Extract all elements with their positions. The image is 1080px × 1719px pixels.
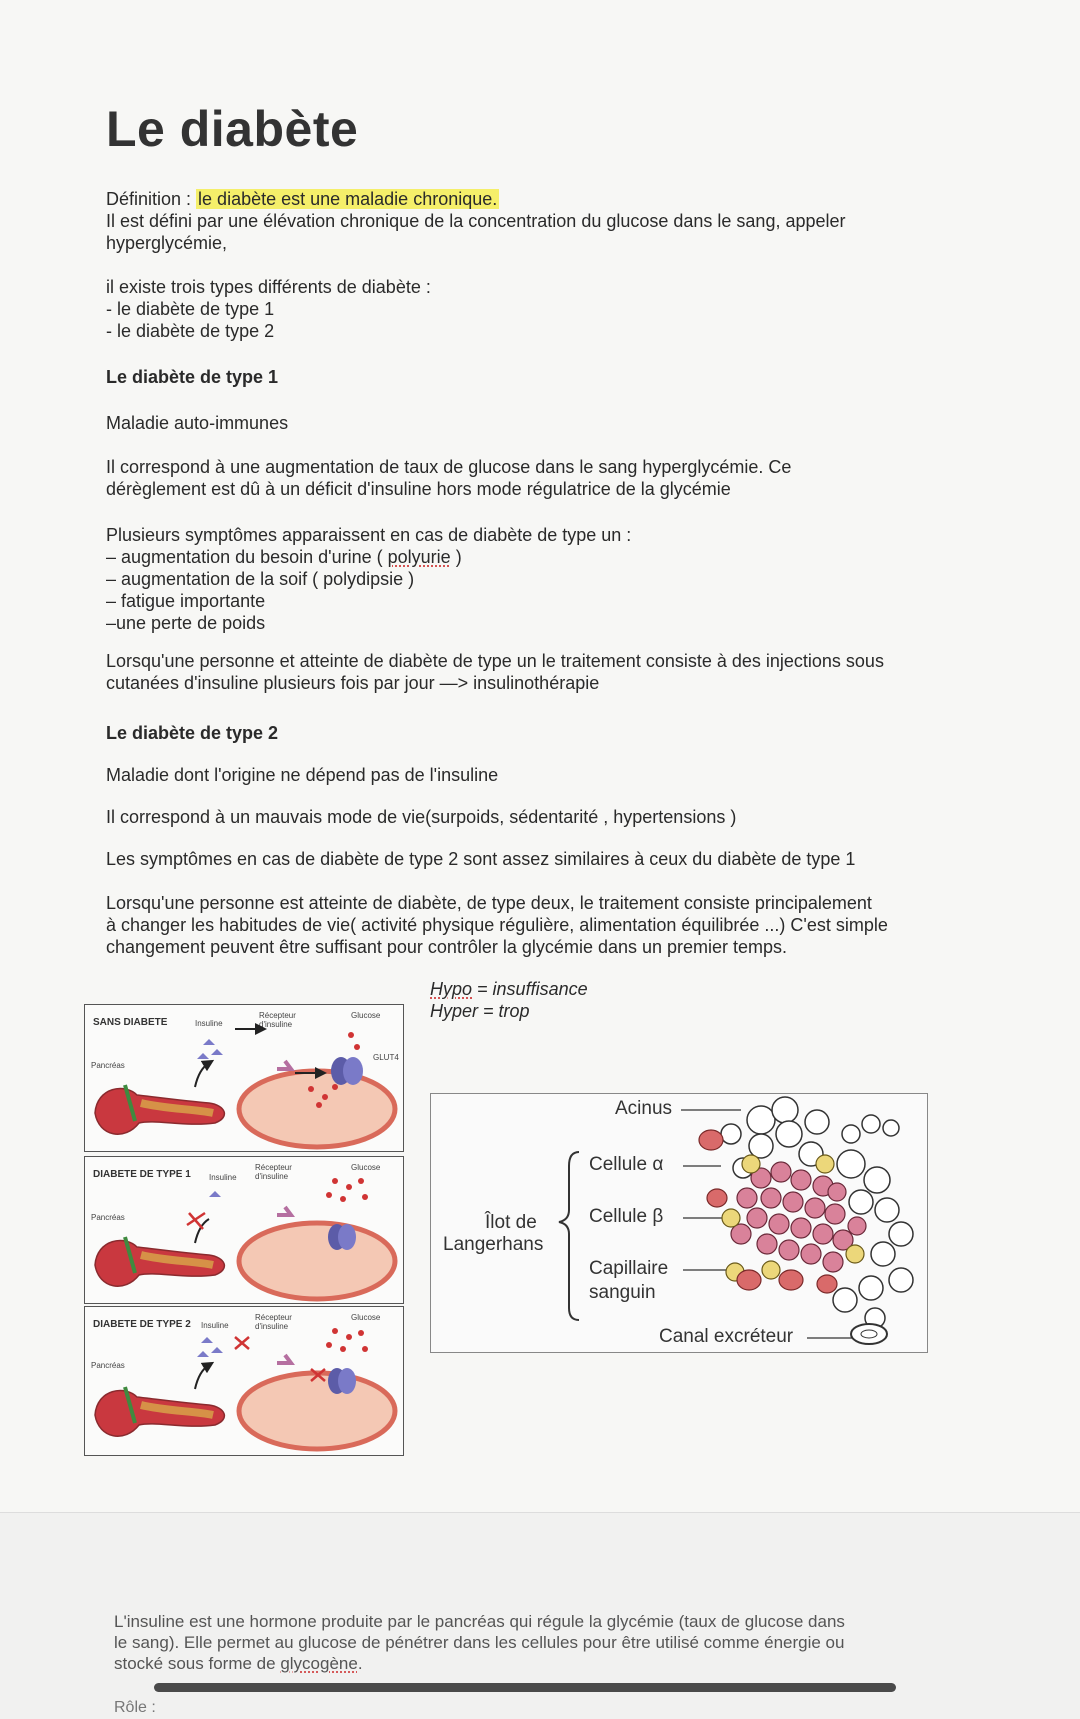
type1-treatment — [106, 650, 986, 694]
symptom-1-pre: – augmentation du besoin d'urine ( — [106, 547, 388, 567]
hypo-rest: = insuffisance — [472, 979, 588, 999]
type2-treatment — [106, 892, 986, 958]
glucose-label: Glucose — [351, 1313, 381, 1322]
definition-block — [106, 188, 986, 254]
insulin-label: Insuline — [195, 1019, 223, 1028]
panel-title: SANS DIABETE — [93, 1017, 168, 1028]
panel-diabete-type-1 — [84, 1156, 404, 1304]
type2-treatment-2: à changer les habitudes de vie( activité physique régulière, alimentation équilibrée ...) C'est simple — [106, 915, 888, 935]
glut-label: GLUT4 — [373, 1053, 399, 1062]
type2-nature: Maladie dont l'origine ne dépend pas de l'insuline — [106, 765, 499, 785]
glucose-label: Glucose — [351, 1163, 381, 1172]
panel-diabete-type-2 — [84, 1306, 404, 1456]
definition-highlight: le diabète est une maladie chronique. — [198, 189, 498, 209]
type1-heading: Le diabète de type 1 — [106, 367, 279, 387]
receptor-label: Récepteur d'insuline — [255, 1313, 292, 1331]
insulin-label: Insuline — [201, 1321, 229, 1330]
panel-illustration — [85, 1157, 403, 1303]
type2-treatment-3: changement peuvent être suffisant pour contrôler la glycémie dans un premier temps. — [106, 937, 788, 957]
footer-line-3 — [114, 1653, 994, 1674]
notes — [430, 978, 588, 1022]
hypo-note — [430, 978, 588, 1000]
footer-line-3-post: . — [357, 1654, 363, 1673]
type1-nature: Maladie auto-immunes — [106, 413, 289, 433]
type1-desc-2: dérèglement est dû à un déficit d'insuline hors mode régulatrice de la glycémie — [106, 479, 731, 499]
footer-line-2: le sang). Elle permet au glucose de pénétrer dans les cellules pour être utilisé comme énergie ou — [114, 1633, 845, 1652]
role-label: Rôle : — [114, 1699, 156, 1716]
panel-title: DIABETE DE TYPE 2 — [93, 1319, 191, 1330]
symptom-2: – augmentation de la soif ( polydipsie ) — [106, 569, 415, 589]
cell-beta-label: Cellule β — [589, 1206, 664, 1227]
type1-desc-1: Il correspond à une augmentation de taux de glucose dans le sang hyperglycémie. Ce — [106, 457, 792, 477]
type1-treatment-1: Lorsqu'une personne et atteinte de diabète de type un le traitement consiste à des injections sous — [106, 651, 884, 671]
hyper-note: Hyper = trop — [430, 1001, 530, 1021]
polyurie-word: polyurie — [387, 547, 451, 567]
type2-symptoms: Les symptômes en cas de diabète de type 2 sont assez similaires à ceux du diabète de type 1 — [106, 849, 856, 869]
type2-cause: Il correspond à un mauvais mode de vie(surpoids, sédentarité , hypertensions ) — [106, 807, 737, 827]
capillary-label-2: sanguin — [589, 1282, 656, 1303]
definition-text-2: hyperglycémie, — [106, 233, 228, 253]
glycogene-word: glycogène — [280, 1654, 358, 1673]
panel-illustration — [85, 1005, 403, 1151]
definition-line — [106, 188, 986, 210]
hypo-word: Hypo — [430, 979, 473, 999]
type-item-2: - le diabète de type 2 — [106, 321, 275, 341]
islet-label-2: Langerhans — [443, 1234, 544, 1255]
pancreas-label: Pancréas — [91, 1213, 125, 1222]
insulin-label: Insuline — [209, 1173, 237, 1182]
symptoms-intro: Plusieurs symptômes apparaissent en cas de diabète de type un : — [106, 525, 632, 545]
definition-text-1: Il est défini par une élévation chronique de la concentration du glucose dans le sang, appeler — [106, 211, 846, 231]
panel-sans-diabete — [84, 1004, 404, 1152]
footer-line-1: L'insuline est une hormone produite par le pancréas qui régule la glycémie (taux de glucose dans — [114, 1612, 845, 1631]
panel-title: DIABETE DE TYPE 1 — [93, 1169, 191, 1180]
islet-label-1: Îlot de — [485, 1212, 537, 1233]
header — [106, 100, 986, 158]
type-item-1: - le diabète de type 1 — [106, 299, 275, 319]
receptor-label: Récepteur d'insuline — [255, 1163, 292, 1181]
symptom-1-post: ) — [450, 547, 462, 567]
pancreas-label: Pancréas — [91, 1361, 125, 1370]
pancreas-label: Pancréas — [91, 1061, 125, 1070]
islet-diagram — [430, 1093, 928, 1353]
receptor-label: Récepteur d'insuline — [259, 1011, 296, 1029]
type1-symptoms — [106, 524, 986, 634]
type1-treatment-2: cutanées d'insuline plusieurs fois par jour —> insulinothérapie — [106, 673, 600, 693]
symptom-1 — [106, 546, 986, 568]
horizontal-scrollbar[interactable] — [154, 1683, 896, 1692]
acinus-label: Acinus — [615, 1098, 673, 1119]
type2-treatment-1: Lorsqu'une personne est atteinte de diabète, de type deux, le traitement consiste principalement — [106, 893, 872, 913]
capillary-label-1: Capillaire — [589, 1258, 669, 1279]
types-intro: il existe trois types différents de diabète : — [106, 277, 431, 297]
duct-label: Canal excréteur — [659, 1326, 794, 1347]
type2-heading: Le diabète de type 2 — [106, 723, 279, 743]
page-title: Le diabète — [106, 101, 359, 157]
types-list — [106, 276, 986, 342]
symptom-4: –une perte de poids — [106, 613, 266, 633]
panel-illustration — [85, 1307, 403, 1455]
type1-description — [106, 456, 986, 500]
definition-label: Définition : — [106, 189, 197, 209]
symptom-3: – fatigue importante — [106, 591, 266, 611]
cell-alpha-label: Cellule α — [589, 1154, 664, 1175]
glucose-label: Glucose — [351, 1011, 381, 1020]
footer-line-3-pre: stocké sous forme de — [114, 1654, 281, 1673]
insulin-definition — [114, 1611, 994, 1674]
